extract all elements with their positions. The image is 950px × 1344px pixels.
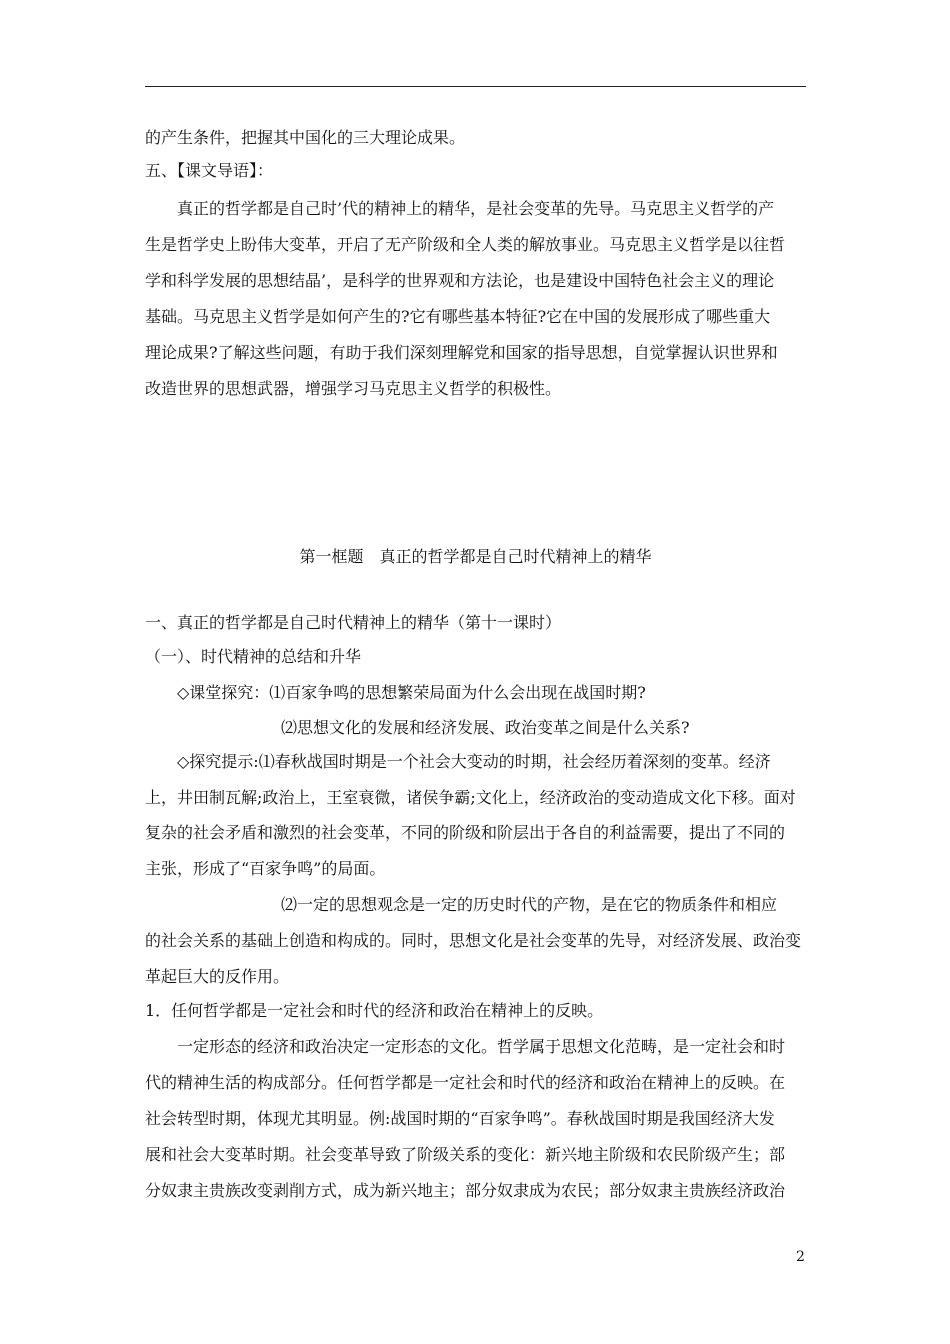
hint-line: 革起巨大的反作用。 (145, 967, 290, 986)
intro-paragraph-line: 学和科学发展的思想结晶’，是科学的世界观和方法论，也是建设中国特色社会主义的理论 (145, 271, 775, 290)
heading-2: （一）、时代精神的总结和升华 (145, 647, 362, 666)
section-heading: 五、【课文导语】： (145, 161, 274, 180)
page-number: 2 (796, 1249, 805, 1265)
point-1-paragraph-line: 分奴隶主贵族改变剥削方式，成为新兴地主；部分奴隶成为农民；部分奴隶主贵族经济政治 (145, 1181, 786, 1200)
inquiry-question-2: ⑵思想文化的发展和经济发展、政治变革之间是什么关系? (281, 718, 690, 737)
hint-line: ◇探究提示:⑴春秋战国时期是一个社会大变动的时期，社会经历着深刻的变革。经济 (177, 752, 771, 771)
hint-line: 复杂的社会矛盾和激烈的社会变革，不同的阶级和阶层出于各自的利益需要，提出了不同的 (145, 823, 786, 842)
intro-paragraph-line: 生是哲学史上盼伟大变革，开启了无产阶级和全人类的解放事业。马克思主义哲学是以往哲 (145, 235, 786, 254)
intro-continuation: 的产生条件，把握其中国化的三大理论成果。 (145, 128, 466, 147)
point-1-paragraph-line: 社会转型时期，体现尤其明显。例:战国时期的“百家争鸣”。春秋战国时期是我国经济大发 (145, 1109, 775, 1128)
section-title: 第一框题 真正的哲学都是自己时代精神上的精华 (299, 547, 652, 566)
intro-paragraph-line: 改造世界的思想武器，增强学习马克思主义哲学的积极性。 (145, 379, 562, 398)
intro-paragraph-line: 基础。马克思主义哲学是如何产生的?它有哪些基本特征?它在中国的发展形成了哪些重大 (145, 307, 771, 326)
point-1-paragraph-line: 展和社会大变革时期。社会变革导致了阶级关系的变化：新兴地主阶级和农民阶级产生；部 (145, 1145, 786, 1164)
hint-line: 主张，形成了“百家争鸣”的局面。 (145, 859, 386, 878)
hint-line: 上，井田制瓦解;政治上，王室衰微，诸侯争霸;文化上，经济政治的变动造成文化下移。面对 (145, 788, 796, 807)
intro-paragraph-line: 理论成果?了解这些问题，有助于我们深刻理解党和国家的指导思想，自觉掌握认识世界和 (145, 343, 778, 362)
intro-paragraph-line: 真正的哲学都是自己时’代的精神上的精华，是社会变革的先导。马克思主义哲学的产 (177, 199, 775, 218)
point-1-paragraph-line: 一定形态的经济和政治决定一定形态的文化。哲学属于思想文化范畴，是一定社会和时 (177, 1037, 786, 1056)
inquiry-question-1: ◇课堂探究：⑴百家争鸣的思想繁荣局面为什么会出现在战国时期? (177, 683, 646, 702)
point-1-heading: 1．任何哲学都是一定社会和时代的经济和政治在精神上的反映。 (145, 1001, 604, 1020)
point-1-paragraph-line: 代的精神生活的构成部分。任何哲学都是一定社会和时代的经济和政治在精神上的反映。在 (145, 1073, 786, 1092)
header-rule (145, 86, 806, 87)
heading-1: 一、真正的哲学都是自己时代精神上的精华（第十一课时） (145, 613, 562, 632)
hint-line: 的社会关系的基础上创造和构成的。同时，思想文化是社会变革的先导，对经济发展、政治变 (145, 931, 802, 950)
hint-line: ⑵一定的思想观念是一定的历史时代的产物，是在它的物质条件和相应 (281, 895, 778, 914)
